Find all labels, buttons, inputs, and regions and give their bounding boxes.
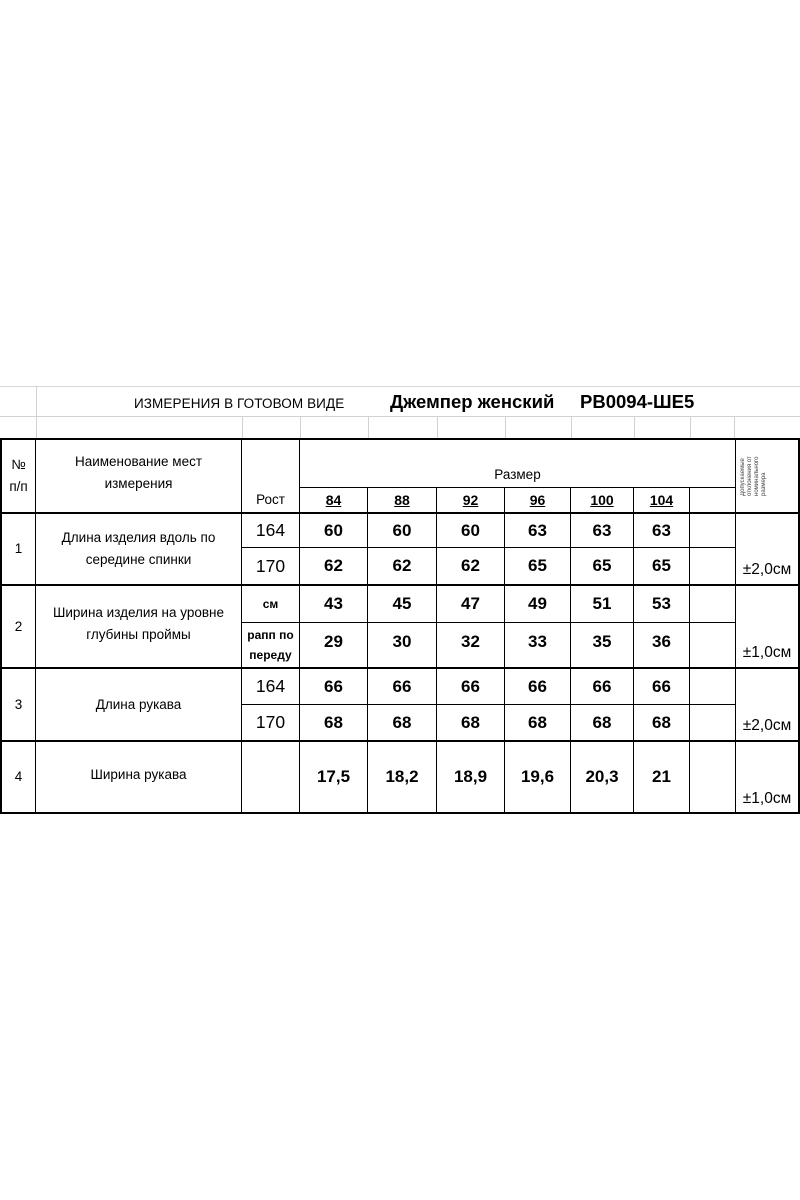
tolerance-value: ±2,0см	[742, 560, 792, 578]
measurement-value: 51	[592, 594, 612, 613]
measurement-value: 63	[592, 520, 612, 540]
measurement-value: 68	[528, 712, 547, 732]
height-label: 170	[255, 712, 286, 732]
measurement-value: 62	[324, 556, 343, 575]
measurement-name: Длина рукава	[95, 696, 182, 712]
size-header: 92	[462, 492, 479, 508]
measurements-label: ИЗМЕРЕНИЯ В ГОТОВОМ ВИДЕ	[134, 396, 345, 411]
measurement-value: 32	[461, 632, 480, 651]
table-border	[689, 487, 690, 814]
measurement-value: 45	[392, 594, 412, 613]
measurement-value: 47	[461, 594, 480, 613]
height-label: 170	[255, 555, 286, 576]
row-number: 2	[14, 618, 23, 634]
measurement-value: 20,3	[585, 767, 619, 786]
measurement-value: 68	[324, 712, 343, 732]
header-height: Рост	[256, 492, 285, 507]
header-measurement-name: Наименование мест измерения	[74, 454, 203, 491]
measurement-value: 63	[528, 520, 547, 540]
measurement-value: 68	[392, 712, 412, 732]
height-label: 164	[255, 676, 286, 696]
header-size: Размер	[494, 466, 541, 482]
measurement-value: 68	[592, 712, 612, 732]
measurement-value: 66	[528, 676, 547, 696]
row-number: 3	[14, 696, 23, 712]
measurement-value: 29	[324, 632, 343, 651]
gridline	[300, 416, 301, 438]
measurement-value: 18,9	[453, 767, 488, 786]
gridline	[690, 416, 691, 438]
measurement-value: 19,6	[520, 767, 555, 786]
measurement-value: 66	[461, 676, 480, 696]
measurement-value: 65	[652, 556, 671, 575]
gridline	[571, 416, 572, 438]
gridline	[437, 416, 438, 438]
gridline	[734, 416, 735, 438]
row-number: 4	[14, 769, 23, 784]
gridline	[242, 416, 243, 438]
tolerance-value: ±1,0см	[742, 789, 792, 807]
row-number: 1	[14, 541, 23, 556]
measurement-value: 66	[652, 676, 671, 696]
measurement-value: 49	[528, 594, 547, 613]
measurement-value: 60	[324, 520, 343, 540]
measurement-value: 33	[528, 632, 547, 651]
size-header: 84	[325, 492, 342, 508]
measurement-value: 62	[461, 556, 480, 575]
measurement-value: 60	[392, 520, 412, 540]
sub-label: см	[262, 597, 279, 611]
measurement-value: 43	[324, 594, 343, 613]
measurement-value: 60	[461, 520, 480, 540]
product-name: Джемпер женский	[390, 391, 555, 412]
table-border	[735, 438, 736, 814]
size-header: 88	[394, 492, 410, 508]
sub-label: рапп по переду	[247, 628, 294, 662]
measurement-name: Ширина изделия на уровне глубины проймы	[53, 605, 224, 642]
size-header: 100	[590, 492, 614, 508]
measurement-value: 53	[652, 594, 671, 613]
measurement-value: 21	[652, 767, 671, 786]
measurement-value: 30	[392, 632, 412, 651]
measurement-value: 66	[324, 676, 343, 696]
measurement-value: 36	[652, 632, 671, 651]
tolerance-value: ±2,0см	[742, 716, 792, 734]
measurement-value: 68	[461, 712, 480, 732]
measurement-value: 65	[528, 556, 547, 575]
measurement-value: 66	[392, 676, 412, 696]
header-tolerance: Допускаемые отклонения от номинального размера	[740, 456, 767, 496]
height-label: 164	[255, 520, 286, 540]
size-header: 104	[649, 492, 674, 508]
gridline	[634, 416, 635, 438]
gridline	[0, 416, 800, 417]
title-row	[0, 386, 800, 417]
size-header: 96	[529, 492, 546, 508]
measurement-name: Длина изделия вдоль по середине спинки	[61, 530, 216, 567]
product-code: РВ0094-ШЕ5	[580, 391, 695, 412]
measurement-name: Ширина рукава	[90, 767, 187, 782]
measurement-value: 65	[592, 556, 612, 575]
measurement-value: 68	[652, 712, 671, 732]
tolerance-value: ±1,0см	[742, 643, 792, 661]
measurement-value: 18,2	[385, 767, 419, 786]
measurement-value: 35	[592, 632, 612, 651]
gridline	[368, 416, 369, 438]
gridline	[36, 386, 37, 438]
header-number: № п/п	[9, 457, 28, 494]
measurement-value: 62	[392, 556, 412, 575]
gridline	[505, 416, 506, 438]
measurement-value: 63	[652, 520, 671, 540]
measurement-value: 66	[592, 676, 612, 696]
table-border	[0, 812, 800, 814]
measurement-value: 17,5	[316, 767, 351, 786]
